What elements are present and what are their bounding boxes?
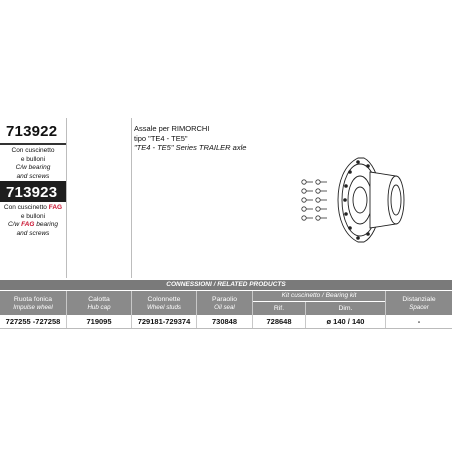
product-code-1: 713922	[6, 123, 58, 140]
product-1-description	[8, 147, 58, 181]
header-label: Colonnette	[147, 296, 181, 303]
desc-line: Con cuscinetto	[11, 147, 55, 154]
desc-text: bearing	[36, 221, 58, 229]
header-label: Ruota fonica	[13, 296, 53, 303]
axle-line: Assale per RIMORCHI	[134, 124, 210, 133]
header-oil-seal	[197, 291, 252, 315]
product-2-description	[0, 204, 66, 238]
value-spacer: -	[417, 317, 421, 326]
desc-en-line: C/w bearing	[15, 164, 51, 172]
brand-fag: FAG	[48, 204, 63, 211]
desc-en-line: and screws	[16, 229, 50, 237]
header-kit-ref: Rif.	[253, 302, 305, 315]
axle-line-en: "TE4 - TE5" Series TRAILER axle	[134, 143, 247, 152]
header-sub: Oil seal	[214, 304, 235, 311]
axle-line: tipo "TE4 - TE5"	[134, 133, 188, 143]
axle-title	[134, 124, 246, 153]
header-sub: Wheel studs	[146, 304, 182, 311]
header-label: Paraolio	[212, 296, 237, 303]
value-kit-ref: 728648	[266, 317, 292, 326]
header-label: Calotta	[88, 296, 110, 303]
product-code-2: 713923	[6, 184, 58, 201]
cell-divider	[385, 291, 386, 328]
value-impulse-wheel: 727255 -727258	[5, 317, 61, 326]
cell-divider	[252, 291, 253, 328]
header-hub-cap	[67, 291, 131, 315]
brand-fag: FAG	[21, 221, 35, 229]
desc-text: C/w	[8, 221, 20, 229]
cell-divider	[196, 291, 197, 328]
header-sub: Impulse wheel	[13, 304, 53, 311]
desc-line: e bulloni	[20, 212, 46, 220]
value-wheel-studs: 729181-729374	[137, 317, 191, 326]
cell-divider	[305, 302, 306, 328]
related-products-label: CONNESSIONI / RELATED PRODUCTS	[166, 281, 286, 288]
header-spacer	[386, 291, 452, 315]
table-bottom-line	[0, 328, 452, 329]
value-hub-cap: 719095	[86, 317, 112, 326]
cell-divider	[131, 291, 132, 328]
header-impulse-wheel	[0, 291, 66, 315]
value-kit-dim: ø 140 / 140	[326, 317, 365, 326]
header-wheel-studs	[132, 291, 196, 315]
desc-line	[0, 204, 66, 213]
header-kit-dim: Dim.	[306, 302, 385, 315]
header-sub: Hub cap	[87, 304, 111, 311]
desc-en-line	[0, 221, 66, 230]
value-oil-seal: 730848	[211, 317, 238, 326]
hub-illustration-icon	[296, 150, 416, 250]
header-label: Distanziale	[402, 296, 436, 303]
desc-en-line: and screws	[16, 172, 50, 180]
header-bearing-kit: Kit cuscinetto / Bearing kit	[253, 291, 385, 301]
cell-divider	[66, 291, 67, 328]
desc-line: e bulloni	[20, 155, 46, 163]
header-sub: Spacer	[409, 304, 429, 311]
column-divider	[131, 118, 132, 278]
product-code-underline	[0, 143, 66, 145]
desc-text: Con cuscinetto	[3, 204, 47, 211]
